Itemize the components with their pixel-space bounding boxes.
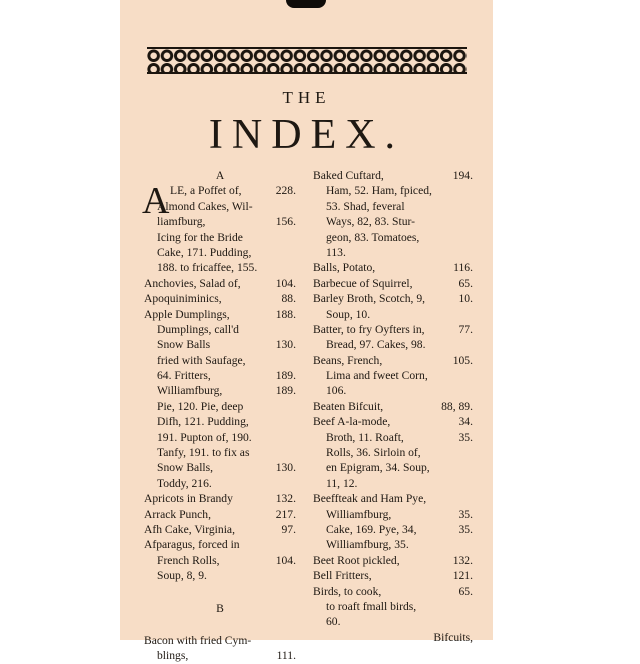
index-entry: [144, 214, 296, 229]
entry-page-number: 104.: [275, 276, 296, 290]
entry-page-number: 194.: [452, 169, 473, 182]
entry-text: 53. Shad, feveral: [326, 199, 405, 213]
index-entry: [144, 307, 296, 322]
index-entry: [313, 445, 473, 460]
index-entry: [313, 553, 473, 568]
entry-page-number: 217.: [275, 507, 296, 521]
entry-text: Beaten Bifcuit,: [313, 399, 384, 413]
index-entry: [144, 414, 296, 429]
entry-text: Dumplings, call'd: [157, 322, 239, 336]
index-entry: [144, 568, 296, 583]
entry-text: Baked Cuftard,: [313, 169, 384, 182]
index-entry: [144, 230, 296, 245]
index-entry: [144, 291, 296, 306]
index-entry: [144, 648, 296, 663]
entry-text: Williamfburg,: [157, 384, 223, 398]
index-entry: [313, 491, 473, 506]
entry-text: Balls, Potato,: [313, 261, 376, 275]
section-letter: [144, 601, 296, 616]
entry-page-number: 35.: [458, 522, 473, 536]
entry-text: Apple Dumplings,: [144, 307, 230, 321]
entry-text: Difh, 121. Pudding,: [157, 415, 249, 429]
index-entry: [144, 522, 296, 537]
entry-page-number: 105.: [452, 353, 473, 367]
index-entry: [144, 507, 296, 522]
entry-text: Apricots in Brandy: [144, 492, 233, 506]
entry-page-number: 130.: [275, 338, 296, 352]
entry-text: Broth, 11. Roaft,: [326, 430, 404, 444]
catchword-text: Bifcuits,: [433, 630, 473, 644]
index-entry: [144, 368, 296, 383]
index-entry: [144, 260, 296, 275]
entry-page-number: 35.: [458, 507, 473, 521]
entry-text: Ways, 82, 83. Stur-: [326, 215, 416, 229]
index-entry: [313, 260, 473, 275]
entry-text: Icing for the Bride: [157, 230, 243, 244]
entry-text: Anchovies, Salad of,: [144, 276, 241, 290]
entry-text: Batter, to fry Oyfters in,: [313, 322, 425, 336]
index-entry: [144, 633, 296, 648]
index-entry: [313, 322, 473, 337]
entry-page-number: 228.: [275, 184, 296, 198]
index-entry: [144, 337, 296, 352]
entry-text: Bell Fritters,: [313, 569, 372, 583]
entry-page-number: 65.: [458, 584, 473, 598]
entry-text: Pie, 120. Pie, deep: [157, 399, 244, 413]
decorative-border-ornament: [147, 47, 467, 74]
entry-text: en Epigram, 34. Soup,: [326, 461, 430, 475]
entry-page-number: 35.: [458, 430, 473, 444]
entry-text: Williamfburg,: [326, 507, 392, 521]
entry-text: 106.: [326, 384, 347, 398]
entry-text: Beans, French,: [313, 353, 383, 367]
entry-text: French Rolls,: [157, 553, 220, 567]
entry-text: LE, a Poffet of,: [170, 184, 242, 198]
entry-page-number: 88, 89.: [441, 399, 473, 413]
entry-page-number: 34.: [458, 415, 473, 429]
entry-text: Cake, 171. Pudding,: [157, 245, 252, 259]
index-entry: [313, 199, 473, 214]
entry-text: 11, 12.: [326, 476, 358, 490]
index-entry: [313, 568, 473, 583]
entry-page-number: 188.: [275, 307, 296, 321]
section-letter-text: B: [216, 601, 224, 615]
entry-page-number: 132.: [452, 553, 473, 567]
index-entry: [144, 476, 296, 491]
left-index-column: [144, 168, 296, 664]
entry-page-number: 189.: [275, 369, 296, 383]
entry-text: Beef A-la-mode,: [313, 415, 391, 429]
entry-text: Almond Cakes, Wil-: [157, 199, 253, 213]
index-entry: [313, 430, 473, 445]
entry-page-number: 104.: [275, 553, 296, 567]
index-entry: [313, 399, 473, 414]
entry-text: liamfburg,: [157, 215, 206, 229]
entry-text: Lima and fweet Corn,: [326, 369, 428, 383]
index-entry: [313, 614, 473, 629]
title-the: THE: [282, 88, 331, 107]
index-entry: [313, 383, 473, 398]
entry-page-number: 189.: [275, 384, 296, 398]
entry-text: Ham, 52. Ham, fpiced,: [326, 184, 432, 198]
entry-text: Arrack Punch,: [144, 507, 211, 521]
index-entry: [313, 353, 473, 368]
index-entry: [313, 168, 473, 183]
index-entry: [144, 460, 296, 475]
index-entry: [144, 491, 296, 506]
entry-page-number: 116.: [453, 261, 473, 275]
entry-text: 191. Pupton of, 190.: [157, 430, 252, 444]
section-letter-text: A: [215, 169, 225, 182]
index-entry: [313, 183, 473, 198]
entry-text: Snow Balls: [157, 338, 211, 352]
entry-text: to roaft fmall birds,: [326, 599, 417, 613]
entry-text: Snow Balls,: [157, 461, 214, 475]
entry-page-number: 121.: [452, 569, 473, 583]
entry-text: Soup, 10.: [326, 307, 371, 321]
entry-text: blings,: [157, 649, 189, 663]
index-entry: [144, 430, 296, 445]
index-entry: [313, 476, 473, 491]
entry-text: Beeffteak and Ham Pye,: [313, 492, 427, 506]
catchword: [313, 630, 473, 645]
entry-text: Bacon with fried Cym-: [144, 633, 252, 647]
section-gap: [144, 616, 296, 633]
section-gap: [144, 584, 296, 601]
entry-text: Cake, 169. Pye, 34,: [326, 522, 417, 536]
title-index: INDEX.: [208, 112, 405, 158]
entry-page-number: 130.: [275, 461, 296, 475]
entry-text: Barbecue of Squirrel,: [313, 276, 413, 290]
book-page: [120, 0, 493, 663]
index-entry: [144, 322, 296, 337]
entry-text: 113.: [326, 245, 346, 259]
index-entry: [313, 230, 473, 245]
index-entry: [313, 337, 473, 352]
entry-text: Bread, 97. Cakes, 98.: [326, 338, 426, 352]
entry-text: geon, 83. Tomatoes,: [326, 230, 420, 244]
entry-text: Apoquiniminics,: [144, 292, 222, 306]
entry-page-number: 88.: [281, 292, 296, 306]
index-entry: [313, 507, 473, 522]
right-index-column: [313, 168, 473, 645]
index-entry: [313, 584, 473, 599]
index-entry: [313, 245, 473, 260]
index-entry: [144, 276, 296, 291]
entry-text: Barley Broth, Scotch, 9,: [313, 292, 426, 306]
entry-text: Birds, to cook,: [313, 584, 382, 598]
index-entry: [313, 276, 473, 291]
entry-text: Soup, 8, 9.: [157, 569, 207, 583]
index-entry: [313, 599, 473, 614]
index-entry: [144, 383, 296, 398]
entry-page-number: 10.: [458, 292, 473, 306]
index-entry: [313, 307, 473, 322]
index-entry: [313, 522, 473, 537]
index-entry: [313, 414, 473, 429]
index-entry: [313, 460, 473, 475]
entry-text: Beet Root pickled,: [313, 553, 400, 567]
entry-page-number: 111.: [276, 649, 296, 663]
index-entry: [313, 537, 473, 552]
index-entry: [313, 368, 473, 383]
index-entry: [313, 214, 473, 229]
entry-text: Rolls, 36. Sirloin of,: [326, 446, 421, 460]
index-entry: [144, 245, 296, 260]
entry-text: 188. to fricaffee, 155.: [157, 261, 258, 275]
entry-page-number: 97.: [281, 522, 296, 536]
entry-text: 64. Fritters,: [157, 369, 211, 383]
index-entry: [144, 399, 296, 414]
index-entry: [144, 445, 296, 460]
index-entry: [144, 353, 296, 368]
entry-page-number: 65.: [458, 276, 473, 290]
index-entry: [144, 537, 296, 552]
entry-text: Williamfburg, 35.: [326, 538, 409, 552]
index-entry: [144, 199, 296, 214]
index-entry: [313, 291, 473, 306]
entry-page-number: 77.: [458, 322, 473, 336]
drop-cap-letter: A: [142, 180, 170, 223]
entry-text: Tanfy, 191. to fix as: [157, 446, 250, 460]
entry-page-number: 156.: [275, 215, 296, 229]
entry-page-number: 132.: [275, 492, 296, 506]
entry-text: 60.: [326, 615, 341, 629]
entry-text: Afh Cake, Virginia,: [144, 522, 235, 536]
entry-text: Afparagus, forced in: [144, 538, 240, 552]
entry-text: Toddy, 216.: [157, 476, 212, 490]
index-entry: [144, 553, 296, 568]
entry-text: fried with Saufage,: [157, 353, 246, 367]
page-top-mark: [286, 0, 326, 8]
